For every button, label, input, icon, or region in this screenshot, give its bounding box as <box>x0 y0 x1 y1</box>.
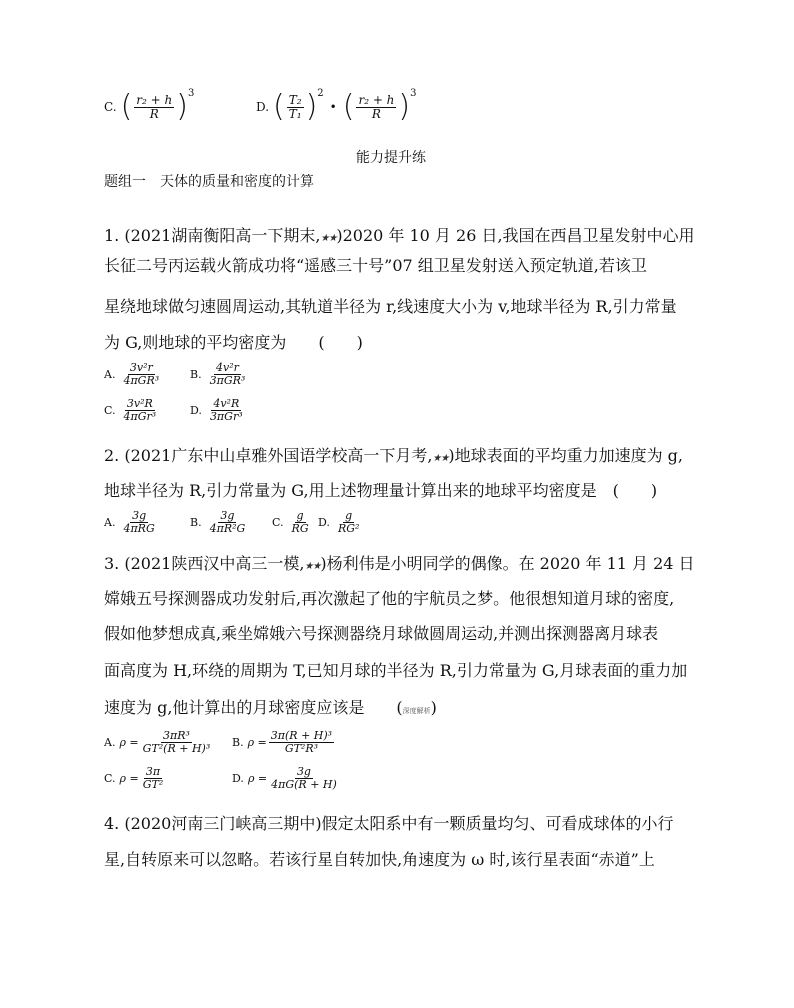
denominator: 3πGR³ <box>209 374 246 387</box>
q3-line-2: 嫦娥五号探测器成功发射后,再次激起了他的宇航员之梦。他很想知道月球的密度, <box>104 589 675 608</box>
left-paren: ( <box>273 89 285 124</box>
q1-option-d <box>190 398 247 423</box>
q4-line-2: 星,自转原来可以忽略。若该行星自转加快,角速度为 ω 时,该行星表面“赤道”上 <box>104 850 655 869</box>
rho-equals: ρ = <box>119 736 139 749</box>
numerator: g <box>296 509 304 522</box>
q2-option-c <box>272 510 313 535</box>
q3-option-b <box>232 730 336 755</box>
option-label: C. <box>104 100 117 114</box>
numerator: r₂ + h <box>358 92 395 107</box>
q1-line-1 <box>104 226 695 249</box>
option-label: D. <box>318 516 330 529</box>
fraction <box>141 766 166 791</box>
q3-source: 3. (2021陕西汉中高三一模, <box>104 554 305 573</box>
exponent: 3 <box>410 88 417 99</box>
option-label: A. <box>104 368 116 381</box>
numerator: 3g <box>296 765 311 778</box>
denominator: R <box>371 106 381 121</box>
q1-text: )2020 年 10 月 26 日,我国在西昌卫星发射中心用 <box>336 226 695 245</box>
fraction <box>290 510 311 535</box>
numerator: 3v²R <box>126 397 153 410</box>
numerator: 3πR³ <box>162 729 190 742</box>
denominator: GT² <box>142 778 164 791</box>
q1-option-c <box>104 398 160 423</box>
fraction <box>121 362 161 387</box>
fraction <box>208 362 248 387</box>
denominator: 4πGr³ <box>123 410 157 423</box>
fraction <box>356 94 396 121</box>
numerator: g <box>345 509 353 522</box>
q1-source: 1. (2021湖南衡阳高一下期末, <box>104 226 321 245</box>
left-paren: ( <box>342 89 355 124</box>
fraction <box>208 510 248 535</box>
numerator: r₂ + h <box>136 92 173 107</box>
exponent: 2 <box>317 88 324 99</box>
option-label: B. <box>190 368 202 381</box>
fraction <box>269 766 339 791</box>
denominator: 3πGr³ <box>209 410 243 423</box>
close-paren: ) <box>430 698 437 717</box>
section-title: 能力提升练 <box>356 150 426 166</box>
q1-line-2: 长征二号丙运载火箭成功将“遥感三十号”07 组卫星发射送入预定轨道,若该卫 <box>104 256 647 275</box>
group-title: 题组一 天体的质量和密度的计算 <box>104 174 314 190</box>
option-label: C. <box>104 404 116 417</box>
q2-option-d <box>318 510 363 535</box>
denominator: GT²R³ <box>284 742 319 755</box>
q1-option-b <box>190 362 249 387</box>
option-label: D. <box>190 404 202 417</box>
q1-line-4: 为 G,则地球的平均密度为 ( ) <box>104 333 363 352</box>
fraction <box>122 398 159 423</box>
numerator: 3g <box>220 509 235 522</box>
option-label: C. <box>104 772 116 785</box>
q2-text: )地球表面的平均重力加速度为 g, <box>448 446 684 465</box>
fraction <box>121 510 156 535</box>
left-paren: ( <box>120 89 133 124</box>
exponent: 3 <box>187 88 195 99</box>
q3-option-c <box>104 766 167 791</box>
numerator: 4v²r <box>216 361 239 374</box>
denominator: RG² <box>337 522 360 535</box>
option-label: D. <box>256 100 270 114</box>
fraction <box>287 94 304 121</box>
right-paren: ) <box>305 89 318 124</box>
fraction <box>208 398 245 423</box>
fraction <box>141 730 213 755</box>
denominator: 4πR²G <box>209 522 246 535</box>
denominator: 4πRG <box>123 522 155 535</box>
option-label: A. <box>104 516 116 529</box>
fraction <box>134 94 174 121</box>
rho-equals: ρ = <box>247 736 267 749</box>
difficulty-stars-icon: ★★ <box>320 233 337 244</box>
rho-equals: ρ = <box>247 772 268 785</box>
numerator: 3g <box>132 509 147 522</box>
option-label: A. <box>104 736 116 749</box>
numerator: 4v²R <box>213 397 240 410</box>
q3-option-d <box>232 766 341 791</box>
deep-analysis-stamp: 深度解析 <box>402 707 431 715</box>
rho-equals: ρ = <box>119 772 139 785</box>
difficulty-stars-icon: ★★ <box>432 453 449 464</box>
option-label: B. <box>232 736 244 749</box>
q3-text: )杨利伟是小明同学的偶像。在 2020 年 11 月 24 日 <box>320 554 695 573</box>
option-label: C. <box>272 516 284 529</box>
option-label: D. <box>232 772 244 785</box>
numerator: 3π <box>145 765 161 778</box>
q3-option-a <box>104 730 214 755</box>
q3-text: 速度为 g,他计算出的月球密度应该是 ( <box>104 698 403 717</box>
q1-line-3: 星绕地球做匀速圆周运动,其轨道半径为 r,线速度大小为 v,地球半径为 R,引力常量 <box>104 297 677 316</box>
q2-option-a <box>104 510 159 535</box>
right-paren: ) <box>176 89 188 124</box>
q3-line-4: 面高度为 H,环绕的周期为 T,已知月球的半径为 R,引力常量为 G,月球表面的重力加 <box>104 661 688 680</box>
denominator: 4πG(R + H) <box>271 778 337 791</box>
q3-line-1 <box>104 554 695 577</box>
numerator: 3π(R + H)³ <box>270 729 333 742</box>
fraction <box>269 730 334 755</box>
q4-line-1: 4. (2020河南三门峡高三期中)假定太阳系中有一颗质量均匀、可看成球体的小行 <box>104 814 674 833</box>
q2-source: 2. (2021广东中山卓雅外国语学校高一下月考, <box>104 446 433 465</box>
right-paren: ) <box>398 89 411 124</box>
prev-option-d <box>256 88 417 124</box>
numerator: T₂ <box>288 92 302 107</box>
denominator: GT²(R + H)³ <box>142 742 211 755</box>
q2-line-1 <box>104 446 683 469</box>
fraction <box>336 510 361 535</box>
denominator: T₁ <box>288 106 302 121</box>
difficulty-stars-icon: ★★ <box>304 561 321 572</box>
q1-option-a <box>104 362 163 387</box>
numerator: 3v²r <box>129 361 153 374</box>
denominator: RG <box>291 522 309 535</box>
denominator: R <box>149 106 159 121</box>
denominator: 4πGR³ <box>123 374 160 387</box>
q3-line-3: 假如他梦想成真,乘坐嫦娥六号探测器绕月球做圆周运动,并测出探测器离月球表 <box>104 624 659 643</box>
multiply-dot: • <box>329 100 337 114</box>
prev-option-c <box>104 88 195 124</box>
q3-line-5 <box>104 698 437 721</box>
q2-option-b <box>190 510 249 535</box>
q2-line-2: 地球半径为 R,引力常量为 G,用上述物理量计算出来的地球平均密度是 ( ) <box>104 481 658 500</box>
option-label: B. <box>190 516 202 529</box>
